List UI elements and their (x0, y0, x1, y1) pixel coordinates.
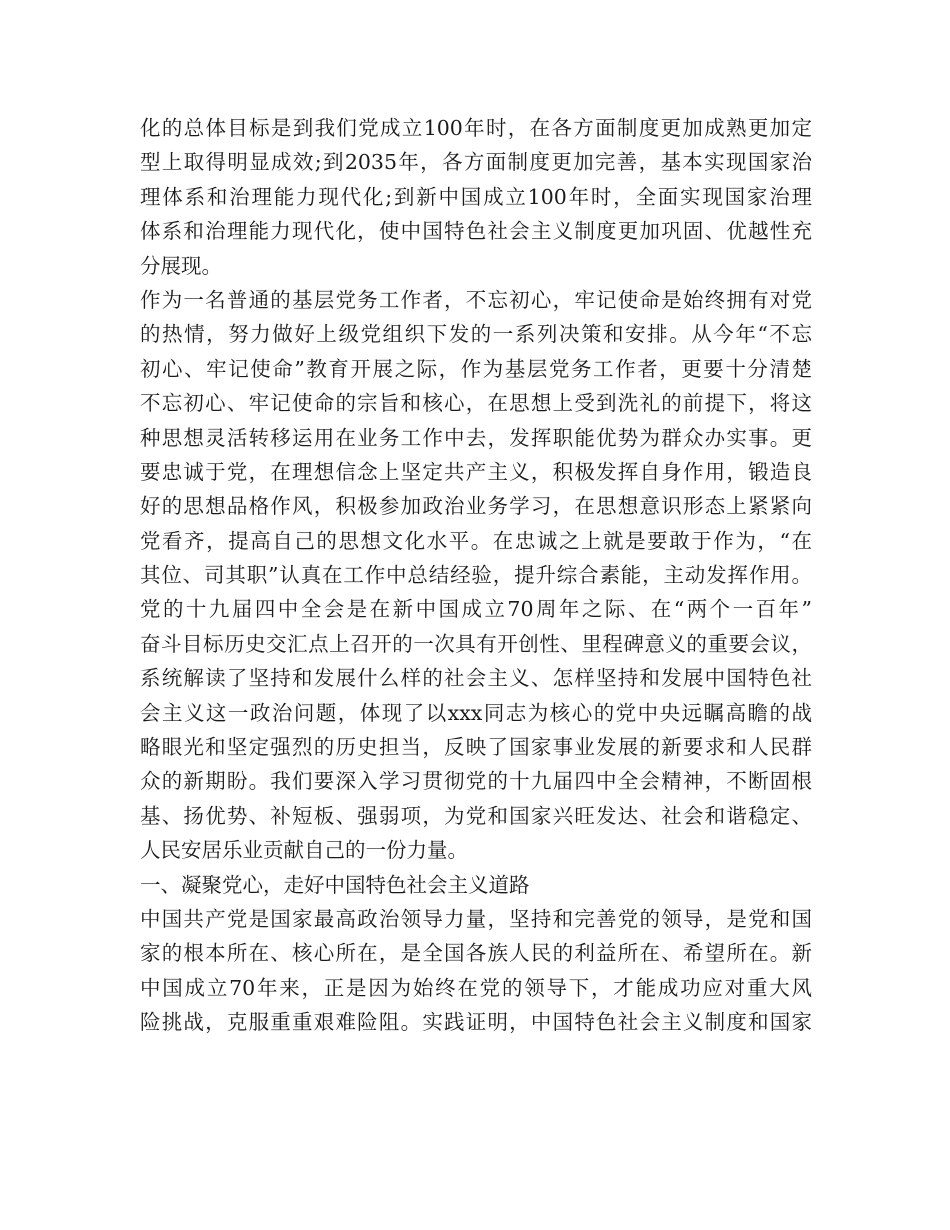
text-line: 党看齐，提高自己的思想文化水平。在忠诚之上就是要敢于作为，“在 (140, 528, 812, 553)
text-line: 初心、牢记使命”教育开展之际，作为基层党务工作者，更要十分清楚 (140, 356, 812, 381)
text-line: 基、扬优势、补短板、强弱项，为党和国家兴旺发达、社会和谐稳定、 (140, 803, 812, 828)
text-line: 种思想灵活转移运用在业务工作中去，发挥职能优势为群众办实事。更 (140, 425, 812, 450)
text-line: 好的思想品格作风，积极参加政治业务学习，在思想意识形态上紧紧向 (140, 494, 812, 519)
text-line: 型上取得明显成效;到2035年，各方面制度更加完善，基本实现国家治 (140, 150, 812, 175)
text-line: 体系和治理能力现代化，使中国特色社会主义制度更加巩固、优越性充 (140, 219, 812, 244)
text-line: 险挑战，克服重重艰难险阻。实践证明，中国特色社会主义制度和国家 (140, 1010, 812, 1035)
text-line: 家的根本所在、核心所在，是全国各族人民的利益所在、希望所在。新 (140, 941, 812, 966)
text-line: 党的十九届四中全会是在新中国成立70周年之际、在“两个一百年” (140, 597, 812, 622)
text-line: 其位、司其职”认真在工作中总结经验，提升综合素能，主动发挥作用。 (140, 563, 812, 588)
text-line: 人民安居乐业贡献自己的一份力量。 (140, 838, 468, 863)
text-line: 作为一名普通的基层党务工作者，不忘初心，牢记使命是始终拥有对党 (140, 287, 812, 312)
text-line: 众的新期盼。我们要深入学习贯彻党的十九届四中全会精神，不断固根 (140, 769, 812, 794)
text-line: 化的总体目标是到我们党成立100年时，在各方面制度更加成熟更加定 (140, 116, 812, 140)
text-line: 系统解读了坚持和发展什么样的社会主义、怎样坚持和发展中国特色社 (140, 666, 812, 691)
text-line: 略眼光和坚定强烈的历史担当，反映了国家事业发展的新要求和人民群 (140, 735, 812, 760)
document-body (140, 111, 812, 1040)
text-line: 中国成立70年来，正是因为始终在党的领导下，才能成功应对重大风 (140, 975, 812, 1000)
text-line: 分展现。 (140, 253, 222, 278)
text-line: 理体系和治理能力现代化;到新中国成立100年时，全面实现国家治理 (140, 184, 812, 209)
text-line: 要忠诚于党，在理想信念上坚定共产主义，积极发挥自身作用，锻造良 (140, 459, 812, 484)
text-line: 中国共产党是国家最高政治领导力量，坚持和完善党的领导，是党和国 (140, 906, 812, 931)
text-line: 奋斗目标历史交汇点上召开的一次具有开创性、里程碑意义的重要会议， (140, 631, 812, 656)
text-line: 会主义这一政治问题，体现了以xxx同志为核心的党中央远瞩高瞻的战 (140, 700, 812, 725)
text-line: 的热情，努力做好上级党组织下发的一系列决策和安排。从今年“不忘 (140, 322, 812, 347)
text-line: 一、凝聚党心，走好中国特色社会主义道路 (140, 872, 530, 897)
text-line: 不忘初心、牢记使命的宗旨和核心，在思想上受到洗礼的前提下，将这 (140, 391, 812, 416)
